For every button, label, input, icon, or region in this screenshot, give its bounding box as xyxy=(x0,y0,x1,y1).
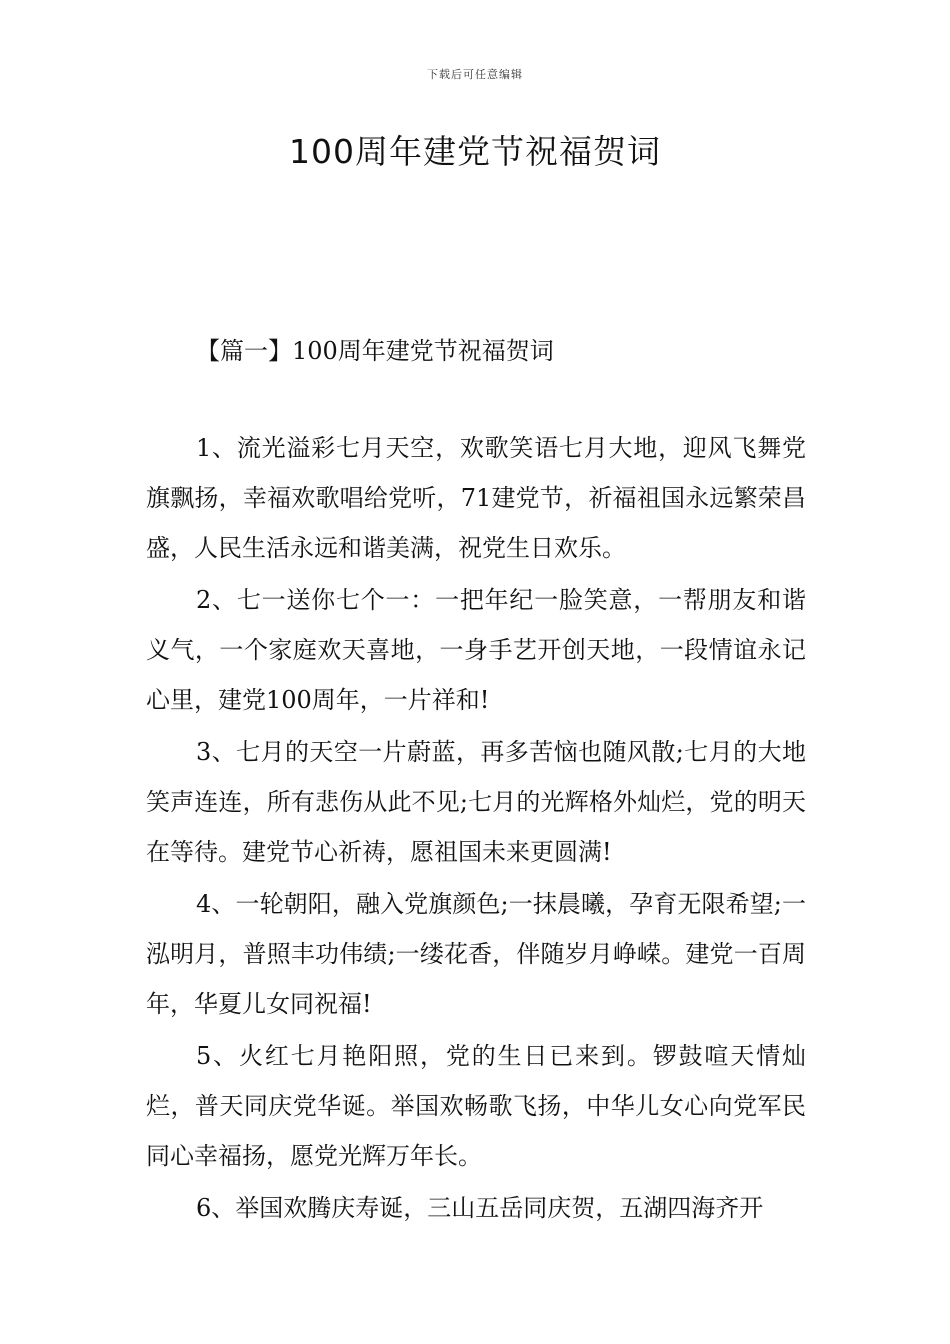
paragraph-1: 1、流光溢彩七月天空，欢歌笑语七月大地，迎风飞舞党旗飘扬，幸福欢歌唱给党听，71建党节，祈福祖国永远繁荣昌盛，人民生活永远和谐美满，祝党生日欢乐。 xyxy=(146,434,806,562)
document-body xyxy=(146,423,806,1235)
paragraph-4: 4、一轮朝阳，融入党旗颜色;一抹晨曦，孕育无限希望;一泓明月，普照丰功伟绩;一缕花香，伴随岁月峥嵘。建党一百周年，华夏儿女同祝福! xyxy=(146,890,806,1018)
section-heading: 【篇一】100周年建党节祝福贺词 xyxy=(196,337,554,365)
document-title: 100周年建党节祝福贺词 xyxy=(289,132,661,171)
paragraph-3: 3、七月的天空一片蔚蓝，再多苦恼也随风散;七月的大地笑声连连，所有悲伤从此不见;七月的光辉格外灿烂，党的明天在等待。建党节心祈祷，愿祖国未来更圆满! xyxy=(146,738,806,866)
paragraph-2: 2、七一送你七个一：一把年纪一脸笑意，一帮朋友和谐义气，一个家庭欢天喜地，一身手艺开创天地，一段情谊永记心里，建党100周年，一片祥和! xyxy=(146,586,806,714)
paragraph-6: 6、举国欢腾庆寿诞，三山五岳同庆贺，五湖四海齐开 xyxy=(196,1194,764,1222)
paragraph-5: 5、火红七月艳阳照，党的生日已来到。锣鼓喧天情灿烂，普天同庆党华诞。举国欢畅歌飞扬，中华儿女心向党军民同心幸福扬，愿党光辉万年长。 xyxy=(146,1042,806,1170)
header-note: 下载后可任意编辑 xyxy=(427,68,523,81)
